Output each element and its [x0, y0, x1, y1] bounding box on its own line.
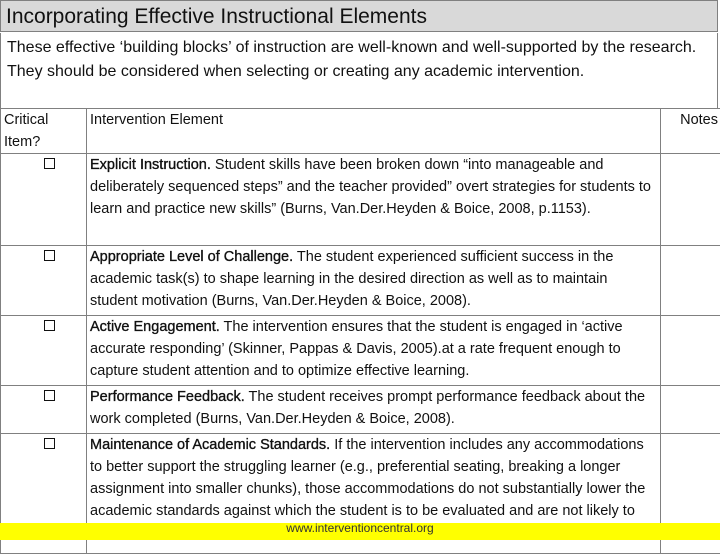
element-cell [87, 246, 661, 316]
elements-table [0, 108, 720, 554]
element-text: Student skills have been broken down “into manageable and deliberately sequenced steps” and the teacher provided” overt strategies for students to learn and practice new skills” (Burns, Van.Der.Heyden & Boice, 2008, p.1153). [90, 157, 651, 217]
element-cell [87, 386, 661, 434]
intro-paragraph: These effective ‘building blocks’ of instruction are well-known and well-supported by the research. They should be considered when selecting or creating any academic intervention. [0, 33, 718, 108]
element-title: Explicit Instruction. [90, 157, 211, 173]
notes-cell[interactable] [661, 246, 720, 316]
header-critical-item: Critical Item? [1, 109, 87, 154]
notes-cell[interactable] [661, 154, 720, 246]
header-notes: Notes [661, 109, 720, 154]
element-title: Performance Feedback. [90, 389, 245, 405]
checkbox[interactable] [44, 158, 55, 169]
element-title: Appropriate Level of Challenge. [90, 249, 293, 265]
table-row [1, 316, 720, 386]
checkbox[interactable] [44, 320, 55, 331]
element-cell [87, 316, 661, 386]
table-header-row [1, 109, 720, 154]
element-title: Maintenance of Academic Standards. [90, 437, 330, 453]
page-title: Incorporating Effective Instructional Elements [0, 0, 718, 32]
element-cell [87, 154, 661, 246]
header-intervention-element: Intervention Element [87, 109, 661, 154]
element-text: The intervention ensures that the student is engaged in ‘active accurate responding’ (Skinner, Pappas & Davis, 2005).at a rate frequent enough to capture student attention and to optimize effective learning. [90, 319, 623, 379]
element-title: Active Engagement. [90, 319, 220, 335]
checkbox[interactable] [44, 390, 55, 401]
element-text: The student experienced sufficient success in the academic task(s) to shape learning in the desired direction as well as to maintain student motivation (Burns, Van.Der.Heyden & Boice, 2008). [90, 249, 613, 309]
footer-url[interactable]: www.interventioncentral.org [0, 521, 720, 535]
element-text: If the intervention includes any accommodations to better support the struggling learner (e.g., preferential seating, breaking a longer assignment into smaller chunks), those accommodations do not substantially lower the academic standards against which the student is to be evaluated and are not likely to [90, 437, 645, 541]
element-text: The student receives prompt performance feedback about the work completed (Burns, Van.Der.Heyden & Boice, 2008). [90, 389, 645, 427]
table-row [1, 154, 720, 246]
checkbox[interactable] [44, 438, 55, 449]
table-row [1, 246, 720, 316]
table-row [1, 386, 720, 434]
checkbox[interactable] [44, 250, 55, 261]
notes-cell[interactable] [661, 386, 720, 434]
notes-cell[interactable] [661, 316, 720, 386]
